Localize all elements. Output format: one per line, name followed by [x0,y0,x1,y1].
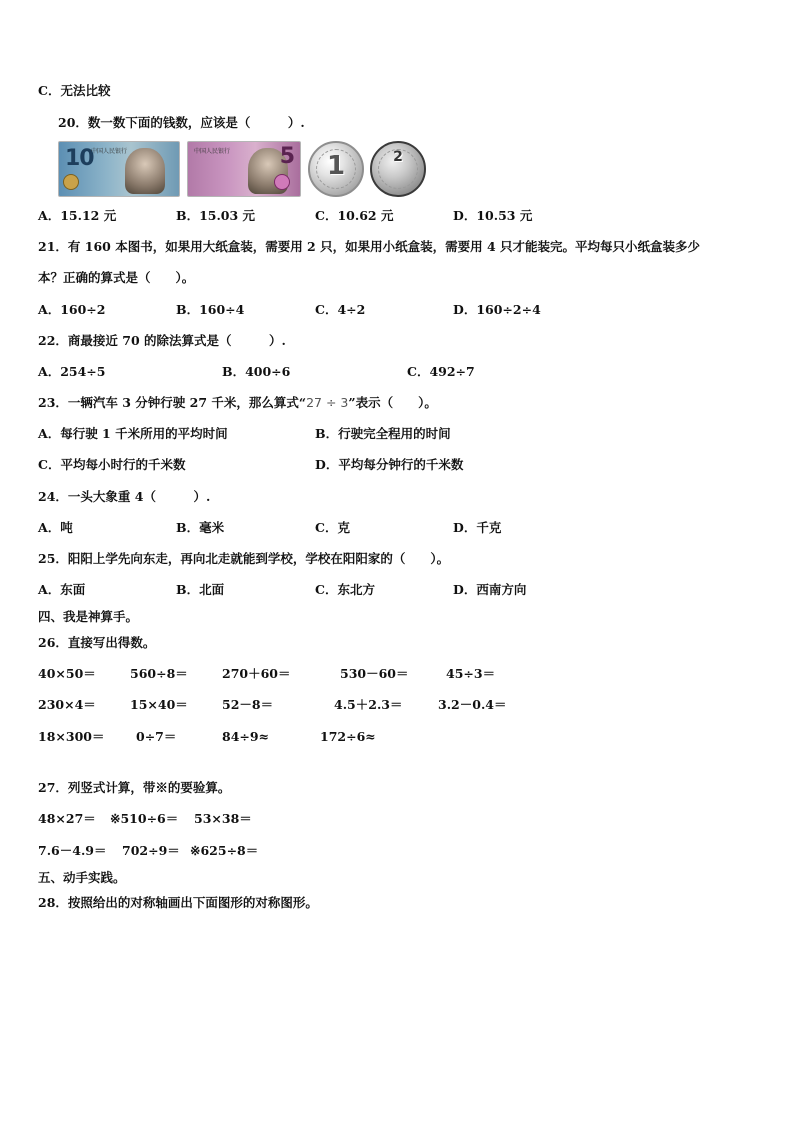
q22-option-b: B．400÷6 [222,364,291,379]
q23-stem-post: ”表示（ ）。 [348,395,437,410]
q20-option-d: D．10.53 元 [453,208,533,223]
q25-option-b: B．北面 [176,582,225,597]
q27-stem: 27．列竖式计算，带※的要验算。 [38,780,231,795]
coin-value: 1 [326,151,346,181]
note-denomination: 10 [65,146,94,171]
q26-item: 530－60＝ [340,666,409,681]
q26-item: 270＋60＝ [222,666,291,681]
note-denomination: 5 [279,144,294,169]
q27-item: 7.6－4.9＝ [38,843,107,858]
q20-option-c: C．10.62 元 [315,208,394,223]
q21-option-a: A．160÷2 [38,302,106,317]
q26-item: 84÷9≈ [222,729,270,744]
two-fen-coin [370,141,426,197]
q19-option-c: C．无法比较 [38,83,111,98]
q21-option-d: D．160÷2÷4 [453,302,541,317]
q24-option-a: A．吨 [38,520,73,535]
q21-stem-line1: 21．有 160 本图书，如果用大纸盒装，需要用 2 只，如果用小纸盒装，需要用 4 只才能装完。平均每只小纸盒装多少 [38,239,700,254]
portrait-image [125,148,165,194]
q26-item: 45÷3＝ [446,666,496,681]
q22-option-c: C．492÷7 [407,364,475,379]
section-4-heading: 四、我是神算手。 [38,609,139,624]
q27-item: 53×38＝ [194,811,252,826]
note-bank-name: 中国人民银行 [194,148,231,155]
q22-option-a: A．254÷5 [38,364,106,379]
q27-item: ※510÷6＝ [110,811,179,826]
q20-money-images [58,141,428,197]
q26-item: 560÷8＝ [130,666,188,681]
q25-option-d: D．西南方向 [453,582,527,597]
q26-item: 40×50＝ [38,666,96,681]
q25-option-a: A．东面 [38,582,86,597]
q20-stem: 20．数一数下面的钱数，应该是（ ）. [58,115,305,130]
q20-option-b: B．15.03 元 [176,208,256,223]
q23-option-d: D．平均每分钟行的千米数 [315,457,464,472]
q26-item: 230×4＝ [38,697,96,712]
q27-item: 702÷9＝ [122,843,180,858]
q24-option-b: B．毫米 [176,520,225,535]
q26-item: 52－8＝ [222,697,274,712]
q23-stem [38,395,437,411]
q26-item: 172÷6≈ [320,729,376,744]
q27-item: 48×27＝ [38,811,96,826]
q28-stem: 28．按照给出的对称轴画出下面图形的对称图形。 [38,895,318,910]
note-bank-name: 中国人民银行 [91,148,128,155]
q21-option-b: B．160÷4 [176,302,245,317]
coin-value: 2 [393,149,403,165]
one-yuan-coin [308,141,364,197]
ten-yuan-banknote [58,141,180,197]
q22-stem: 22．商最接近 70 的除法算式是（ ）. [38,333,286,348]
q26-item: 4.5＋2.3＝ [334,697,403,712]
q23-option-b: B．行驶完全程用的时间 [315,426,451,441]
q26-item: 18×300＝ [38,729,105,744]
q25-option-c: C．东北方 [315,582,375,597]
q23-stem-pre: 23．一辆汽车 3 分钟行驶 27 千米，那么算式“ [38,395,307,410]
q25-stem: 25．阳阳上学先向东走，再向北走就能到学校，学校在阳阳家的（ ）。 [38,551,450,566]
q26-item: 0÷7＝ [136,729,177,744]
q23-expression: 27 ÷ 3 [306,395,349,410]
q24-option-d: D．千克 [453,520,502,535]
section-5-heading: 五、动手实践。 [38,870,126,885]
q24-stem: 24．一头大象重 4（ ）. [38,489,211,504]
q26-item: 3.2－0.4＝ [438,697,507,712]
q23-option-c: C．平均每小时行的千米数 [38,457,186,472]
emblem-icon [274,174,290,190]
q21-stem-line2: 本？正确的算式是（ ）。 [38,270,195,285]
emblem-icon [63,174,79,190]
q26-item: 15×40＝ [130,697,188,712]
q23-option-a: A．每行驶 1 千米所用的平均时间 [38,426,228,441]
q20-option-a: A．15.12 元 [38,208,117,223]
q27-item: ※625÷8＝ [190,843,259,858]
q21-option-c: C．4÷2 [315,302,366,317]
q24-option-c: C．克 [315,520,350,535]
q26-stem: 26．直接写出得数。 [38,635,156,650]
five-yuan-banknote [187,141,301,197]
